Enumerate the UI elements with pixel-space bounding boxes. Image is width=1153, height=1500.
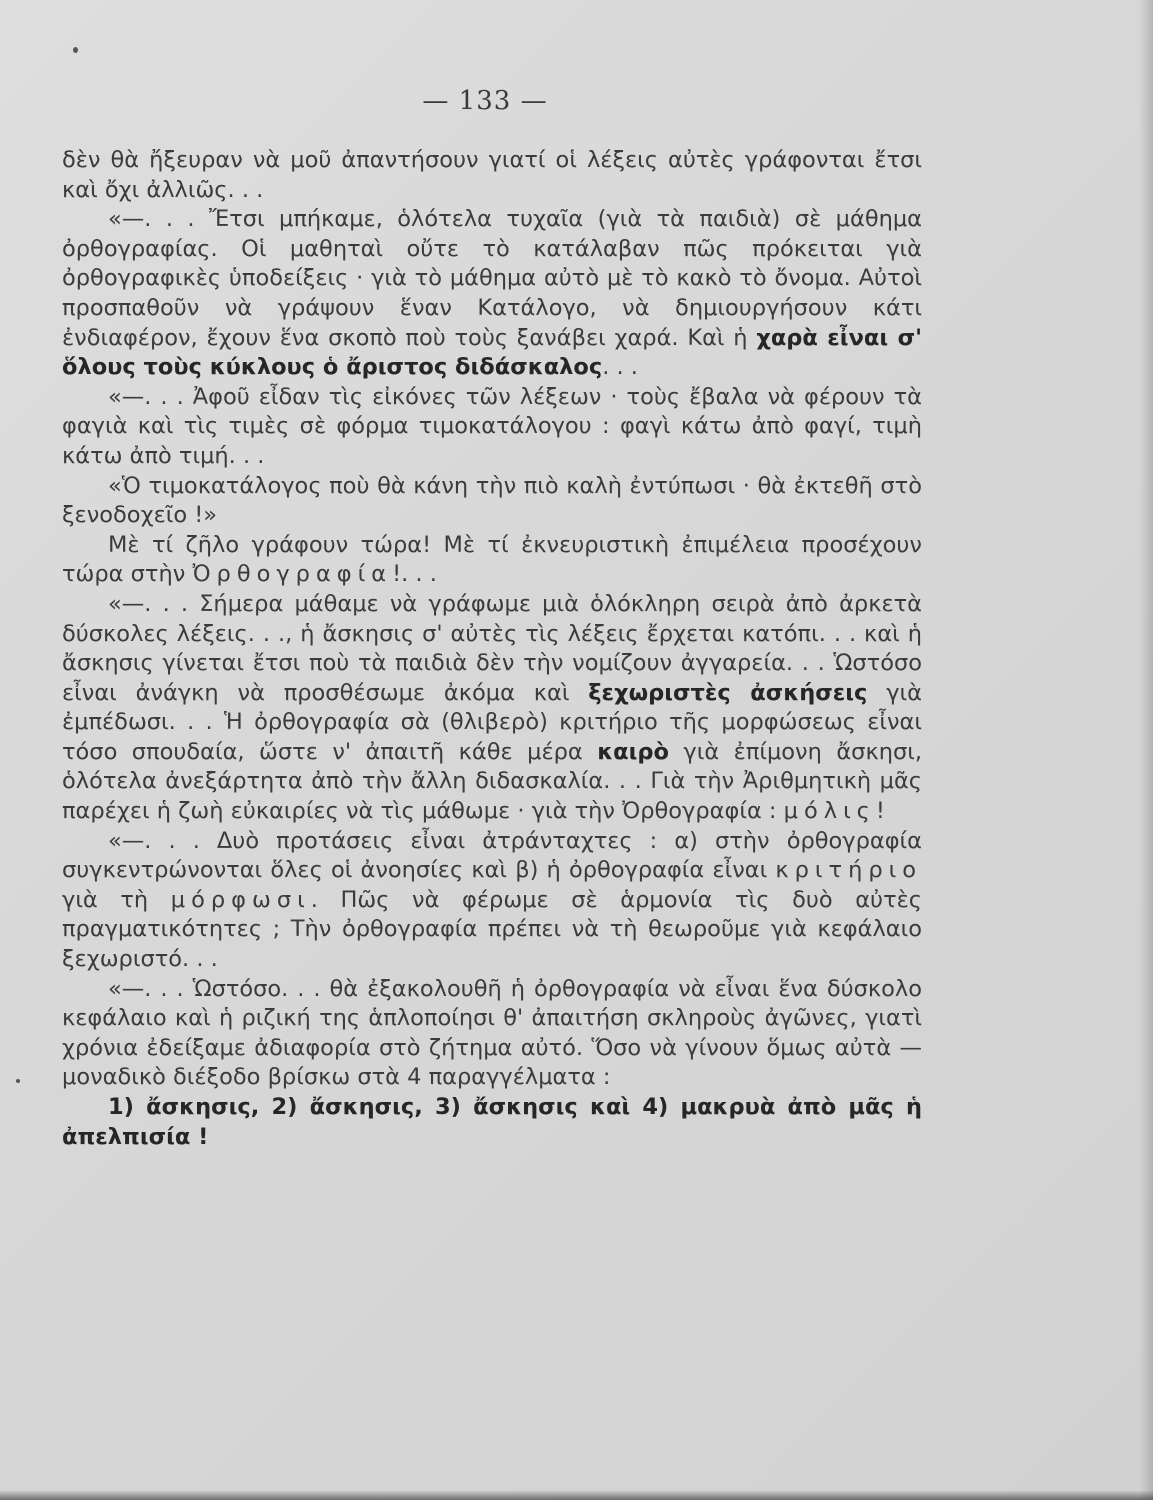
paragraph-1: δὲν θὰ ἤξευραν νὰ μοῦ ἀπαντήσουν γιατί οἱ λέξεις αὐτὲς γράφονται ἔτσι καὶ ὄχι ἀλλιῶς. . . xyxy=(62,147,922,203)
body-text xyxy=(62,146,922,1152)
paragraph-8: «—. . . Ὡστόσο. . . θὰ ἐξακολουθῆ ἡ ὀρθογραφία νὰ εἶναι ἕνα δύσκολο κεφάλαιο καὶ ἡ ριζική της ἁπλοποίησι θ' ἀπαιτήση σκληροὺς ἀγῶνες, γιατὶ χρόνια ἐδείξαμε ἀδιαφορία στὸ ζήτημα αὐτό. Ὅσο νὰ γίνουν ὅμως αὐτὰ — μοναδικὸ διέξοδο βρίσκω στὰ 4 παραγγέλματα : xyxy=(62,975,922,1091)
ink-speck xyxy=(16,1079,20,1083)
paragraph-5-end: !. . . xyxy=(392,561,437,588)
paragraph-4: «Ὁ τιμοκατάλογος ποὺ θὰ κάνη τὴν πιὸ καλὴ ἐντύπωσι · θὰ ἐκτεθῆ στὸ ξενοδοχεῖο !» xyxy=(62,472,922,529)
paragraph-6-text-a: «—. . . Σήμερα μάθαμε νὰ γράφωμε μιὰ ὁλόκληρη σειρὰ ἀπὸ ἀρκετὰ δύσκολες λέξεις. . ., ἡ ἄσκησις σ' αὐτὲς τὶς λέξεις ἔρχεται κατόπι. . . καὶ ἡ ἄσκησις γίνεται ἔτσι ποὺ τὰ παιδιὰ δὲν τὴν νομίζουν ἀγγαρεία. . . Ὡστόσο εἶναι ἀνάγκη νὰ προσθέσωμε ἀκόμα καὶ xyxy=(62,590,922,706)
paragraph-5 xyxy=(62,531,922,590)
paragraph-9: 1) ἄσκησις, 2) ἄσκησις, 3) ἄσκησις καὶ 4) μακρυὰ ἀπὸ μᾶς ἡ ἀπελπισία ! xyxy=(62,1094,922,1150)
ink-speck xyxy=(73,47,78,53)
paragraph-2-bold-phrase: χαρὰ εἶναι σ' ὅλους τοὺς κύκλους ὁ ἄριστος διδάσκαλος xyxy=(62,324,922,381)
paragraph-7-spaced-word-2: μόρφωσι xyxy=(170,886,311,913)
paragraph-7-text-a: «—. . . Δυὸ προτάσεις εἶναι ἀτράνταχτες : α) στὴν ὀρθογραφία συγκεντρώνονται ὅλες οἱ ἀνοησίες καὶ β) ἡ ὀρθογραφία εἶναι xyxy=(62,827,922,884)
paragraph-6-end: ! xyxy=(875,798,885,825)
paragraph-6-bold-phrase-2: καιρὸ xyxy=(597,738,669,765)
paragraph-6-text-c: γιὰ ἐπίμονη ἄσκησι, ὁλότελα ἀνεξάρτητα ἀπὸ τὴν ἄλλη διδασκαλία. . . Γιὰ τὴν Ἀριθμητικὴ μᾶς παρέχει ἡ ζωὴ εὐκαιρίες νὰ τὶς μάθωμε · γιὰ τὴν Ὀρθογραφία : xyxy=(62,738,922,825)
paragraph-5-spaced-word: Ὀρθογραφία xyxy=(192,561,393,588)
paragraph-7 xyxy=(62,827,922,975)
page-edge-shadow-bottom xyxy=(0,1490,1153,1500)
paragraph-7-text-c: . Πῶς νὰ φέρωμε σὲ ἁρμονία τὶς δυὸ αὐτὲς πραγματικότητες ; Τὴν ὀρθογραφία πρέπει νὰ τὴ θεωροῦμε γιὰ κεφάλαιο ξεχωριστό. . . xyxy=(62,886,922,973)
paragraph-6 xyxy=(62,590,922,827)
paragraph-2-text: «—. . . Ἔτσι μπήκαμε, ὁλότελα τυχαῖα (γιὰ τὰ παιδιὰ) σὲ μάθημα ὀρθογραφίας. Οἱ μαθηταὶ οὔτε τὸ κατάλαβαν πῶς πρόκειται γιὰ ὀρθογραφικὲς ὑποδείξεις · γιὰ τὸ μάθημα αὐτὸ μὲ τὸ κακὸ τὸ ὄνομα. Αὐτοὶ προσπαθοῦν νὰ γράψουν ἕναν Κατάλογο, νὰ δημιουργήσουν κάτι ἐνδιαφέρον, ἔχουν ἕνα σκοπὸ ποὺ τοὺς ξανάβει χαρά. Καὶ ἡ xyxy=(62,206,922,351)
page-number: — 133 — xyxy=(422,86,548,116)
paragraph-7-spaced-word-1: κριτήριο xyxy=(775,857,922,884)
paragraph-6-text-b: γιὰ ἐμπέδωσι. . . Ἡ ὀρθογραφία σὰ (θλιβερὸ) κριτήριο τῆς μορφώσεως εἶναι τόσο σπουδαία, ὥστε ν' ἀπαιτῆ κάθε μέρα xyxy=(62,679,922,765)
paragraph-6-spaced-word: μόλις xyxy=(783,798,876,825)
paragraph-7-text-b: γιὰ τὴ xyxy=(62,886,171,913)
paragraph-3: «—. . . Ἀφοῦ εἶδαν τὶς εἰκόνες τῶν λέξεων · τοὺς ἔβαλα νὰ φέρουν τὰ φαγιὰ καὶ τὶς τιμὲς σὲ φόρμα τιμοκατάλογου : φαγὶ κάτω ἀπὸ φαγί, τιμὴ κάτω ἀπὸ τιμή. . . xyxy=(62,383,922,469)
paragraph-2-ellipsis: . . . xyxy=(602,354,638,381)
paragraph-2 xyxy=(62,205,922,383)
paragraph-6-bold-phrase-1: ξεχωριστὲς ἀσκήσεις xyxy=(588,679,868,706)
page-edge-shadow-right xyxy=(1139,0,1153,1500)
paragraph-5-text: Μὲ τί ζῆλο γράφουν τώρα! Μὲ τί ἐκνευριστικὴ ἐπιμέλεια προσέχουν τώρα στὴν xyxy=(62,531,922,588)
